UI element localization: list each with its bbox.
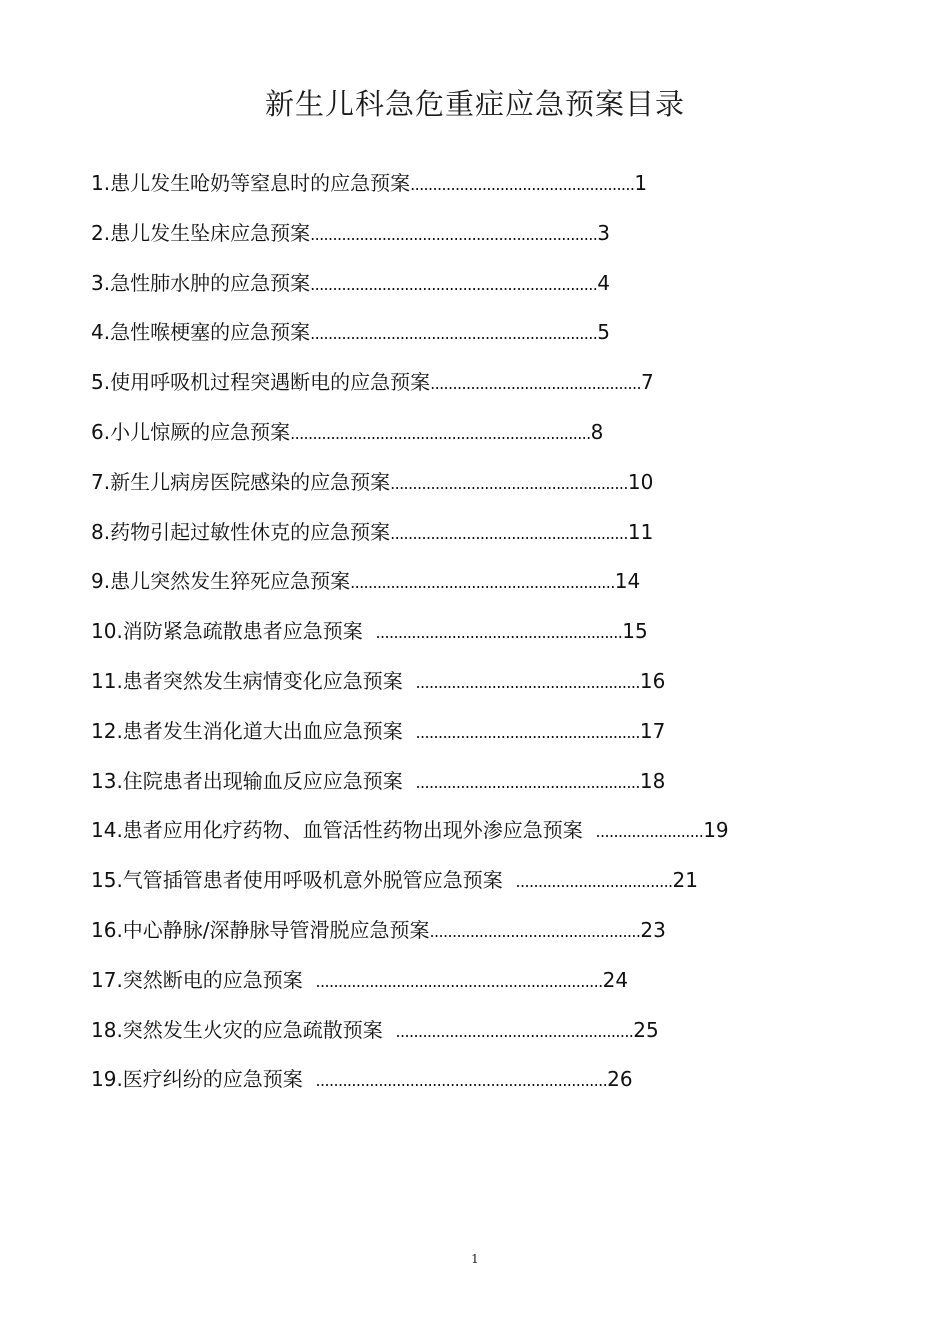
toc-entry-page: 25 (633, 1017, 659, 1042)
toc-entry[interactable] (91, 863, 851, 913)
toc-entry-page: 11 (627, 519, 654, 544)
toc-entry-label: 4.急性喉梗塞的应急预案 (91, 320, 311, 345)
toc-entry[interactable] (91, 415, 851, 465)
toc-entry[interactable] (91, 813, 851, 863)
toc-leader-dots: ..................................................... (390, 523, 628, 543)
toc-leader-dots: ............................................... (429, 921, 641, 941)
toc-entry[interactable] (91, 963, 851, 1013)
toc-entry-page: 17 (639, 718, 666, 743)
toc-entry-label: 16.中心静脉/深静脉导管滑脱应急预案 (91, 917, 430, 942)
toc-leader-dots: .................................................. (415, 722, 640, 742)
toc-entry[interactable] (91, 614, 851, 664)
toc-entry-page: 10 (627, 469, 654, 494)
toc-entry[interactable] (91, 166, 851, 216)
toc-leader-dots: ..................................................... (395, 1021, 634, 1041)
toc-entry[interactable] (91, 515, 851, 565)
toc-entry[interactable] (91, 714, 851, 764)
toc-leader-dots: ................................................................ (310, 274, 598, 294)
toc-leader-dots: ............................................... (430, 374, 641, 394)
toc-leader-dots: ................................................................ (310, 224, 598, 244)
toc-entry-label: 7.新生儿病房医院感染的应急预案 (91, 469, 391, 494)
toc-leader-dots: ........................ (595, 822, 704, 842)
toc-entry-label: 10.消防紧急疏散患者应急预案 (91, 619, 376, 644)
table-of-contents (91, 166, 851, 1112)
toc-leader-dots: ................................................................ (310, 324, 598, 344)
toc-leader-dots: ................................... (515, 872, 673, 892)
toc-entry-label: 3.急性肺水肿的应急预案 (91, 270, 311, 295)
toc-leader-dots: .................................................. (410, 175, 635, 194)
toc-entry[interactable] (91, 1062, 851, 1112)
toc-entry-page: 15 (622, 619, 648, 644)
toc-entry-label: 2.患儿发生坠床应急预案 (91, 220, 311, 245)
toc-entry[interactable] (91, 266, 851, 316)
toc-leader-dots: ................................................................... (290, 423, 591, 443)
toc-entry[interactable] (91, 465, 851, 515)
toc-entry-label: 12.患者发生消化道大出血应急预案 (91, 718, 416, 743)
toc-entry-label: 18.突然发生火灾的应急疏散预案 (91, 1017, 396, 1042)
toc-entry-page: 7 (640, 370, 654, 395)
page-number: 1 (471, 1252, 479, 1266)
toc-entry-page: 3 (597, 220, 610, 245)
toc-entry[interactable] (91, 564, 851, 614)
toc-entry-label: 14.患者应用化疗药物、血管活性药物出现外渗应急预案 (91, 818, 596, 843)
toc-entry[interactable] (91, 664, 851, 714)
toc-entry-label: 13.住院患者出现输血反应应急预案 (91, 768, 416, 793)
toc-entry-label: 6.小儿惊厥的应急预案 (91, 419, 291, 444)
toc-leader-dots: ........................................................... (350, 573, 615, 593)
toc-entry[interactable] (91, 365, 851, 415)
toc-entry-page: 4 (597, 270, 610, 295)
toc-entry-page: 1 (634, 171, 648, 195)
toc-entry-page: 21 (672, 868, 698, 893)
toc-entry-label: 11.患者突然发生病情变化应急预案 (91, 668, 416, 693)
toc-entry[interactable] (91, 216, 851, 266)
toc-entry-label: 9.患儿突然发生猝死应急预案 (91, 569, 351, 594)
toc-leader-dots: .................................................. (415, 672, 640, 692)
toc-entry-page: 24 (602, 967, 629, 992)
toc-leader-dots: ................................................................ (315, 971, 603, 991)
toc-entry-label: 17.突然断电的应急预案 (91, 967, 316, 992)
toc-entry-label: 1.患儿发生呛奶等窒息时的应急预案 (91, 171, 411, 195)
toc-entry-label: 15.气管插管患者使用呼吸机意外脱管应急预案 (91, 868, 516, 893)
toc-entry[interactable] (91, 1013, 851, 1063)
toc-entry-label: 19.医疗纠纷的应急预案 (91, 1067, 316, 1092)
toc-leader-dots: ..................................................... (390, 473, 628, 493)
toc-leader-dots: ....................................................... (375, 623, 623, 643)
toc-entry[interactable] (91, 913, 851, 963)
toc-entry-page: 5 (597, 320, 610, 345)
toc-entry-label: 8.药物引起过敏性休克的应急预案 (91, 519, 391, 544)
toc-entry-page: 19 (703, 818, 729, 843)
toc-entry-page: 26 (607, 1067, 633, 1092)
toc-entry[interactable] (91, 315, 851, 365)
toc-entry-page: 14 (614, 569, 641, 594)
toc-entry-page: 8 (590, 419, 604, 444)
toc-leader-dots: ................................................................. (315, 1071, 608, 1091)
toc-entry[interactable] (91, 764, 851, 814)
toc-entry-page: 16 (639, 668, 666, 693)
toc-entry-label: 5.使用呼吸机过程突遇断电的应急预案 (91, 370, 431, 395)
toc-entry-page: 23 (640, 917, 666, 942)
page-title: 新生儿科急危重症应急预案目录 (264, 87, 685, 121)
toc-entry-page: 18 (639, 768, 666, 793)
toc-leader-dots: .................................................. (415, 772, 640, 792)
